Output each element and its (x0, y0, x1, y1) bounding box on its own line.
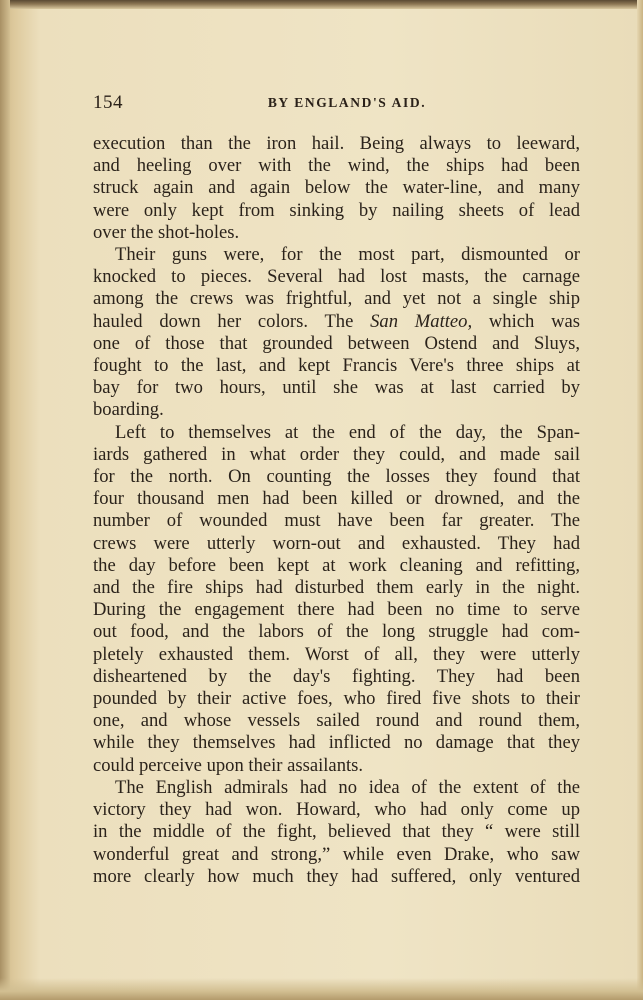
paragraph-4 (93, 777, 580, 888)
text-line: disheartened by the day's fighting. They had been (93, 665, 580, 687)
text-line: for the north. On counting the losses they found that (93, 466, 580, 488)
text-line: knocked to pieces. Several had lost masts, the carnage (93, 266, 580, 288)
text-line: could perceive upon their assailants. (93, 754, 364, 776)
text-line: crews were utterly worn-out and exhausted. They had (93, 532, 580, 554)
text-line-start: hauled down her colors. The (93, 310, 371, 332)
text-line: one, and whose vessels sailed round and round them, (93, 710, 580, 732)
text-line: The English admirals had no idea of the extent of the (115, 776, 580, 798)
text-line: and heeling over with the wind, the ships had been (93, 155, 580, 177)
text-line: fought to the last, and kept Francis Vere's three ships at (93, 355, 580, 377)
text-line: over the shot-holes. (93, 221, 240, 243)
page-right-edge (637, 0, 643, 1000)
text-line-end: which was (472, 310, 581, 332)
text-line: struck again and again below the water-line, and many (93, 177, 580, 199)
text-line: among the crews was frightful, and yet not a single ship (93, 288, 580, 310)
paragraph-3 (93, 422, 580, 777)
text-line: in the middle of the fight, believed that they “ were still (93, 821, 580, 843)
text-line: bay for two hours, until she was at last carried by (93, 377, 580, 399)
text-line: boarding. (93, 399, 164, 421)
text-line: iards gathered in what order they could, and made sail (93, 443, 580, 465)
text-line: were only kept from sinking by nailing sheets of lead (93, 199, 580, 221)
text-line: one of those that grounded between Ostend and Sluys, (93, 332, 580, 354)
text-line: the day before been kept at work cleaning and refitting, (93, 554, 580, 576)
page-number: 154 (93, 92, 123, 113)
text-line: number of wounded must have been far greater. The (93, 510, 580, 532)
paragraph-1 (93, 133, 580, 244)
text-line: out food, and the labors of the long struggle had com- (93, 621, 580, 643)
text-line: four thousand men had been killed or drowned, and the (93, 488, 580, 510)
text-line: execution than the iron hail. Being always to leeward, (93, 133, 580, 154)
text-line: During the engagement there had been no time to serve (93, 599, 580, 621)
paragraph-2 (93, 244, 580, 422)
text-line: while they themselves had inflicted no damage that they (93, 732, 580, 754)
text-line: Their guns were, for the most part, dismounted or (115, 244, 580, 266)
page-bottom-edge (0, 978, 643, 1000)
text-line: and the fire ships had disturbed them early in the night. (93, 577, 580, 599)
body-text (93, 133, 580, 888)
page-header (93, 92, 583, 114)
ship-name: San Matteo, (370, 310, 473, 332)
text-line: pletely exhausted them. Worst of all, they were utterly (93, 643, 580, 665)
page-top-edge (0, 0, 643, 9)
spine-shadow (0, 0, 10, 1000)
running-head: BY ENGLAND'S AID. (267, 95, 427, 110)
text-line (93, 311, 580, 333)
text-line: more clearly how much they had suffered, only ventured (93, 865, 580, 887)
text-line: Left to themselves at the end of the day, the Span- (115, 421, 580, 443)
text-line: pounded by their active foes, who fired five shots to their (93, 688, 580, 710)
text-line: wonderful great and strong,” while even Drake, who saw (93, 843, 580, 865)
text-line: victory they had won. Howard, who had only come up (93, 799, 580, 821)
